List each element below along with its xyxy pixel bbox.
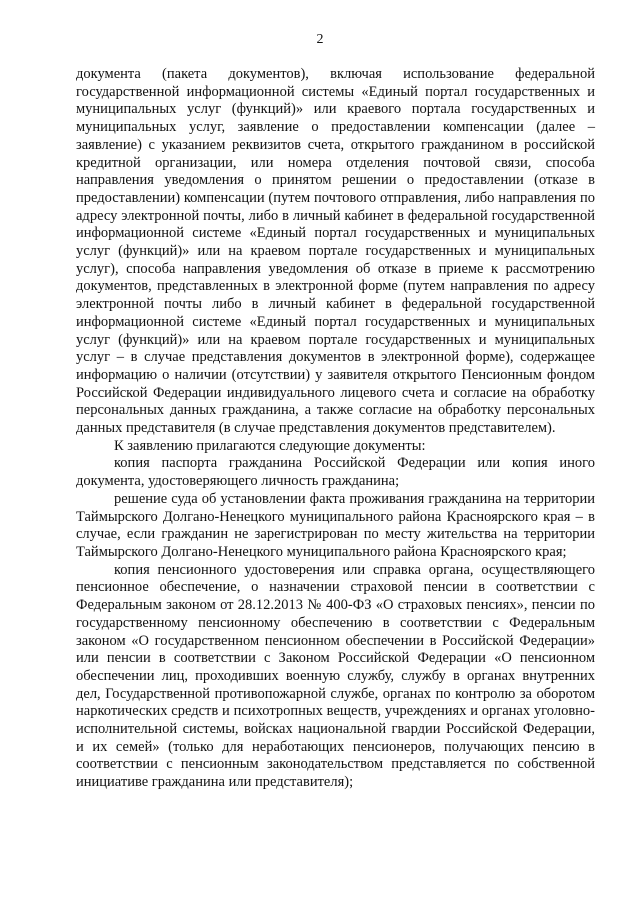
paragraph-attachments-intro: К заявлению прилагаются следующие документы: — [114, 437, 426, 454]
paragraph-pension-certificate: копия пенсионного удостоверения или справка органа, осуществляющего пенсионное обеспечение, о назначении страховой пенсии в соответствии с Федеральным законом от 28.12.2013 № 400-ФЗ «О страховых пенсиях», пенсии по государственному пенсионному обеспечению в соответствии с Федеральным законом «О государственном пенсионном обеспечении в Российской Федерации» или пенсии в соответствии с Законом Российской Федерации «О пенсионном обеспечении лиц, проходивших военную службу, службу в органах внутренних дел, Государственной противопожарной службе, органах по контролю за оборотом наркотических средств и психотропных веществ, учреждениях и органах уголовно-исполнительной системы, войсках национальной гвардии Российской Федерации, и их семей» (только для неработающих пенсионеров, получающих пенсию в соответствии с пенсионным законодательством представляется по собственной инициативе гражданина или представителя); — [76, 561, 595, 791]
paragraph-court-decision: решение суда об установлении факта проживания гражданина на территории Таймырского Долгано-Ненецкого муниципального района Красноярского края – в случае, если гражданин не зарегистрирован по месту жительства на территории Таймырского Долгано-Ненецкого муниципального района Красноярского края; — [76, 490, 595, 560]
paragraph-application-description: документа (пакета документов), включая использование федеральной государственной информационной системы «Единый портал государственных и муниципальных услуг (функций)» или краевого портала государственных и муниципальных услуг, заявление о предоставлении компенсации (далее – заявление) с указанием реквизитов счета, открытого гражданином в российской кредитной организации, или номера отделения почтовой связи, способа направления уведомления о принятом решении о предоставлении (отказе в предоставлении) компенсации (путем почтового отправления, либо направления по адресу электронной почты, либо в личный кабинет в федеральной государственной информационной системе «Единый портал государственных и муниципальных услуг (функций)» или на краевом портале государственных и муниципальных услуг), способа направления уведомления об отказе в приеме к рассмотрению документов, представленных в электронной форме (путем направления по адресу электронной почты либо в личный кабинет в федеральной государственной информационной системе «Единый портал государственных и муниципальных услуг (функций)» или на краевом портале государственных и муниципальных услуг – в случае представления документов в электронной форме), содержащее информацию о наличии (отсутствии) у заявителя открытого Пенсионным фондом Российской Федерации индивидуального лицевого счета и согласие на обработку персональных данных гражданина, а также согласие на обработку персональных данных представителя (в случае представления документов представителем). — [76, 66, 595, 437]
paragraph-passport-copy: копия паспорта гражданина Российской Федерации или копия иного документа, удостоверяющего личность гражданина; — [76, 455, 595, 490]
document-body — [76, 66, 595, 792]
page-number: 2 — [316, 32, 324, 47]
